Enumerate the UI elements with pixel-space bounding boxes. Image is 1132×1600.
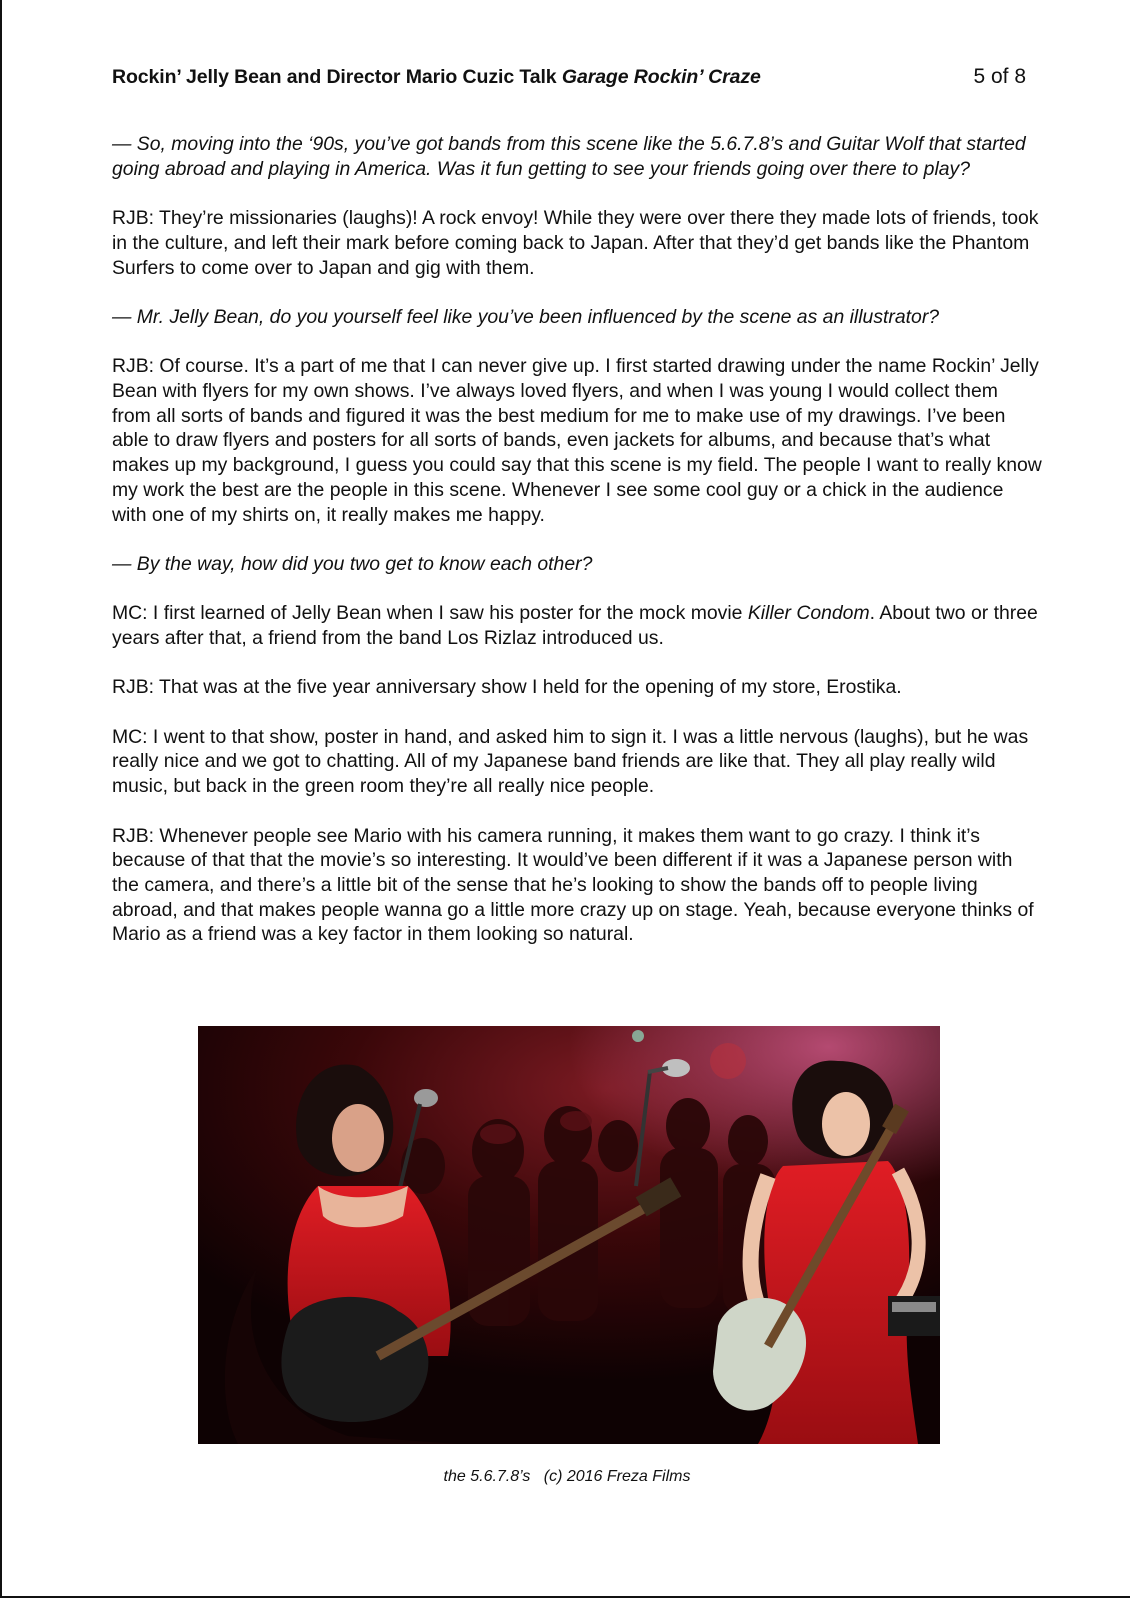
- interview-question: — So, moving into the ‘90s, you’ve got bands from this scene like the 5.6.7.8’s and Guitar Wolf that started going abroad and playing in America. Was it fun getting to see your friends going over there to play?: [112, 133, 1026, 180]
- answer-text-after: . About two or three years after that, a friend from the band Los Rizlaz introduced us.: [112, 602, 1038, 649]
- interview-answer: [112, 601, 1042, 650]
- answer-text-before: MC: I first learned of Jelly Bean when I saw his poster for the mock movie: [112, 602, 748, 625]
- interview-answer: RJB: Of course. It’s a part of me that I can never give up. I first started drawing under the name Rockin’ Jelly Bean with flyers for my own shows. I’ve always loved flyers, and when I was young I would collect them from all sorts of bands and figured it was the best medium for me to make use of my drawings. I’ve been able to draw flyers and posters for all sorts of bands, even jackets for albums, and because that’s what makes up my background, I guess you could say that this scene is my field. The people I want to really know my work the best are the people in this scene. Whenever I see some cool guy or a chick in the audience with one of my shirts on, it really makes me happy.: [112, 355, 1042, 526]
- interview-question: — By the way, how did you two get to know each other?: [112, 552, 593, 575]
- photo-caption: the 5.6.7.8’s (c) 2016 Freza Films: [443, 1468, 691, 1485]
- interview-answer: RJB: Whenever people see Mario with his camera running, it makes them want to go crazy. I think it’s because of that that the movie’s so interesting. It would’ve been different if it was a Japanese person with the camera, and there’s a little bit of the sense that he’s looking to show the bands off to people living abroad, and that makes people wanna go a little more crazy up on stage. Yeah, because everyone thinks of Mario as a friend was a key factor in them looking so natural.: [112, 824, 1034, 946]
- interview-answer: MC: I went to that show, poster in hand, and asked him to sign it. I was a little nervous (laughs), but he was really nice and we got to chatting. All of my Japanese band friends are like that. They all play really wild music, but back in the green room they’re all really nice people.: [112, 725, 1029, 798]
- interview-body: [112, 132, 1042, 972]
- article-title-plain: Rockin’ Jelly Bean and Director Mario Cuzic Talk: [112, 66, 562, 88]
- interview-question: — Mr. Jelly Bean, do you yourself feel like you’ve been influenced by the scene as an illustrator?: [112, 305, 940, 328]
- concert-photo-illustration: [198, 1026, 940, 1444]
- article-title: [112, 66, 761, 89]
- band-photo: [198, 1026, 940, 1444]
- interview-answer: RJB: That was at the five year anniversary show I held for the opening of my store, Erostika.: [112, 676, 902, 699]
- film-title: Garage Rockin’ Craze: [561, 66, 761, 88]
- interview-answer: RJB: They’re missionaries (laughs)! A rock envoy! While they were over there they made lots of friends, took in the culture, and left their mark before coming back to Japan. After that they’d get bands like the Phantom Surfers to come over to Japan and gig with them.: [112, 207, 1039, 279]
- movie-title: Killer Condom: [747, 602, 870, 625]
- page-header: [112, 66, 1026, 96]
- page-number: 5 of 8: [973, 65, 1026, 88]
